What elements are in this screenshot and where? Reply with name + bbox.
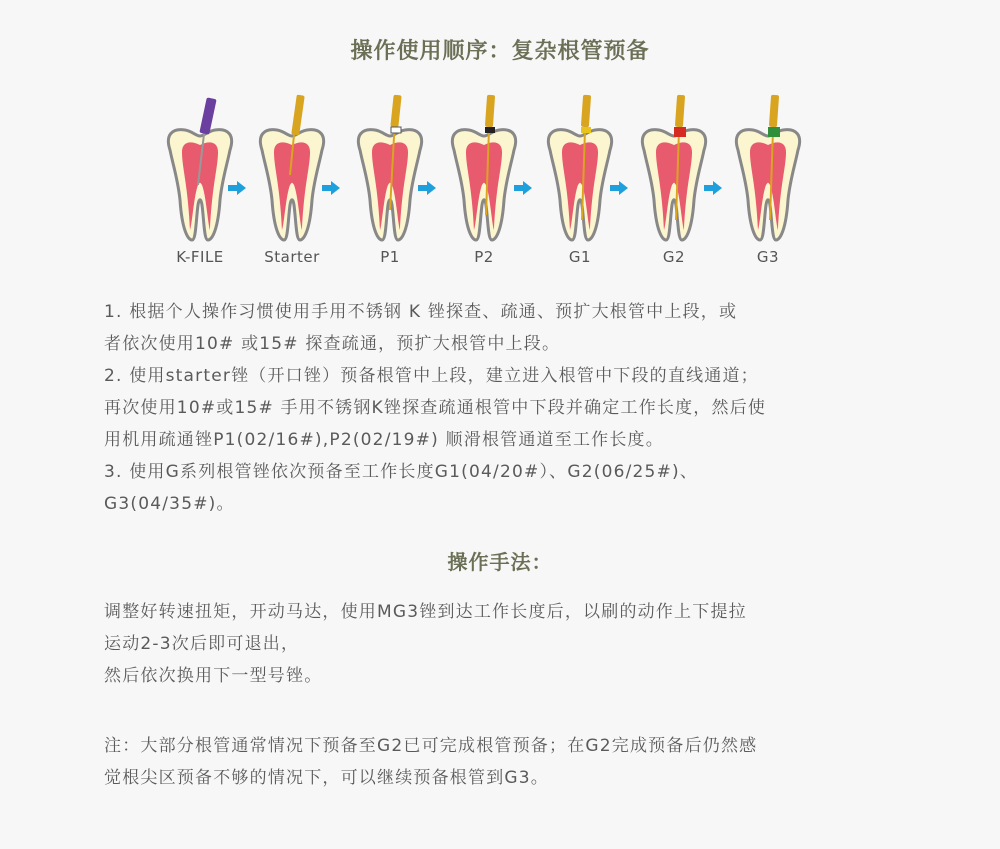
method-line: 运动2-3次后即可退出， bbox=[104, 634, 300, 654]
file-handle bbox=[391, 127, 401, 133]
tooth-icon bbox=[350, 90, 430, 250]
file-handle bbox=[768, 127, 780, 137]
tooth-icon bbox=[728, 90, 808, 250]
step-label: Starter bbox=[264, 248, 320, 266]
step-label: G1 bbox=[568, 248, 592, 266]
step-g1 bbox=[540, 90, 620, 280]
instructions bbox=[104, 296, 924, 520]
tooth-icon bbox=[540, 90, 620, 250]
step-g3 bbox=[728, 90, 808, 280]
arrow-icon bbox=[610, 180, 628, 194]
note-text bbox=[104, 730, 924, 794]
tooth-icon bbox=[634, 90, 714, 250]
tooth-icon bbox=[160, 90, 240, 250]
method-line: 然后依次换用下一型号锉。 bbox=[104, 666, 323, 686]
arrow-icon bbox=[704, 180, 722, 194]
instruction-line: 再次使用10#或15# 手用不锈钢K锉探查疏通根管中下段并确定工作长度，然后使 bbox=[104, 398, 767, 418]
tooth-icon bbox=[444, 90, 524, 250]
step-label: G2 bbox=[662, 248, 686, 266]
file-handle bbox=[581, 127, 591, 133]
arrow-icon bbox=[228, 180, 246, 194]
method-line: 调整好转速扭矩，开动马达，使用MG3锉到达工作长度后，以刷的动作上下提拉 bbox=[104, 602, 747, 622]
instruction-line: 3. 使用G系列根管锉依次预备至工作长度G1(04/20#）、G2(06/25#)、 bbox=[104, 462, 699, 482]
step-starter bbox=[252, 90, 332, 280]
file-handle bbox=[485, 127, 495, 133]
method-title: 操作手法： bbox=[447, 550, 553, 574]
instruction-line: 者依次使用10# 或15# 探查疏通，预扩大根管中上段。 bbox=[104, 334, 561, 354]
step-g2 bbox=[634, 90, 714, 280]
tooth-icon bbox=[252, 90, 332, 250]
step-label: K-FILE bbox=[176, 248, 224, 266]
step-p2 bbox=[444, 90, 524, 280]
page-title: 操作使用顺序：复杂根管预备 bbox=[350, 39, 650, 64]
file-handle bbox=[291, 95, 304, 136]
instruction-line: 1. 根据个人操作习惯使用手用不锈钢 K 锉探查、疏通、预扩大根管中上段，或 bbox=[104, 302, 738, 322]
note-line: 觉根尖区预备不够的情况下，可以继续预备根管到G3。 bbox=[104, 768, 549, 788]
arrow-icon bbox=[418, 180, 436, 194]
instruction-line: G3(04/35#)。 bbox=[104, 494, 235, 514]
step-label: G3 bbox=[756, 248, 780, 266]
method-text bbox=[104, 596, 924, 692]
note-line: 注：大部分根管通常情况下预备至G2已可完成根管预备；在G2完成预备后仍然感 bbox=[104, 736, 758, 756]
arrow-icon bbox=[514, 180, 532, 194]
step-label: P2 bbox=[474, 248, 494, 266]
procedure-steps bbox=[0, 90, 1000, 280]
file-handle bbox=[674, 127, 686, 137]
step-label: P1 bbox=[380, 248, 400, 266]
arrow-icon bbox=[322, 180, 340, 194]
instruction-line: 2. 使用starter锉（开口锉）预备根管中上段，建立进入根管中下段的直线通道； bbox=[104, 366, 759, 386]
instruction-line: 用机用疏通锉P1(02/16#),P2(02/19#) 顺滑根管通道至工作长度。 bbox=[104, 430, 664, 450]
